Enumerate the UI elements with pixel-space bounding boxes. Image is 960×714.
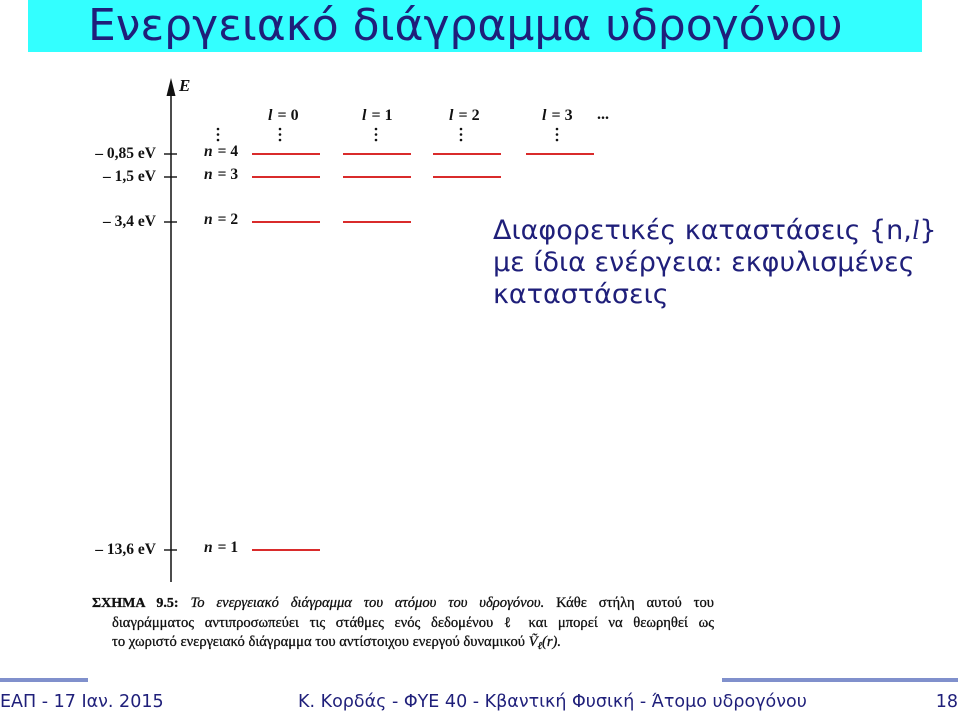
principal-quantum-number-label-n3 <box>204 165 238 185</box>
n-symbol: n <box>204 211 213 228</box>
n-symbol: n <box>204 143 213 160</box>
footer-bar-right <box>722 678 958 682</box>
n-symbol: n <box>204 539 213 556</box>
column-header-symbol: l <box>449 107 454 124</box>
note-quantum-number-l: l <box>911 215 920 245</box>
axis-label-energy: E <box>179 76 191 95</box>
formula-argument: (r). <box>541 634 562 650</box>
energy-label-n2: – 3,4 eV <box>103 213 156 230</box>
principal-quantum-number-label-n1 <box>204 538 238 558</box>
note-line-1-text: Διαφορετικές καταστάσεις {n, <box>493 215 912 246</box>
n-value: = 2 <box>217 211 239 228</box>
degeneracy-note <box>493 214 937 311</box>
column-header-l2 <box>449 107 480 125</box>
column-header-l3 <box>542 107 573 125</box>
formula-subscript: ℓ <box>537 640 542 652</box>
caption-italic-sentence: Το ενεργειακό διάγραμμα του ατόμου του υδρογόνου. <box>190 595 545 611</box>
column-header-value: = 0 <box>277 107 299 124</box>
energy-label-n3: – 1,5 eV <box>103 168 156 185</box>
n-symbol: n <box>204 166 213 183</box>
column-header-symbol: l <box>268 107 273 124</box>
column-header-l0 <box>268 107 299 125</box>
caption-line-1 <box>92 594 714 614</box>
n-value: = 1 <box>217 539 239 556</box>
slide-title: Ενεργειακό διάγραμμα υδρογόνου <box>88 0 843 51</box>
footer-date: ΕΑΠ - 17 Ιαν. 2015 <box>0 692 164 712</box>
caption-label: ΣΧΗΜΑ 9.5: <box>92 596 179 611</box>
note-line-2: με ίδια ενέργεια: εκφυλισμένες <box>493 247 915 278</box>
footer-bar-left <box>0 678 88 682</box>
principal-quantum-number-label-n4 <box>204 142 238 162</box>
n-value: = 4 <box>217 143 239 160</box>
column-header-symbol: l <box>542 107 547 124</box>
column-header-value: = 1 <box>371 107 393 124</box>
column-header-value: = 2 <box>458 107 480 124</box>
caption-line-3 <box>112 633 714 653</box>
formula-symbol: Ṽ <box>528 634 538 650</box>
footer-course-title: Κ. Κορδάς - ΦΥΕ 40 - Κβαντική Φυσική - Άτομο υδρογόνου <box>298 692 807 712</box>
energy-label-n4: – 0,85 eV <box>95 145 156 162</box>
column-header-l1 <box>362 107 393 125</box>
principal-quantum-number-label-n2 <box>204 210 238 230</box>
caption-line-1-rest: Κάθε στήλη αυτού του <box>556 595 715 611</box>
energy-label-n1: – 13,6 eV <box>95 541 156 558</box>
n-value: = 3 <box>217 166 239 183</box>
caption-line-2: διαγράμματος αντιπροσωπεύει τις στάθμες ενός δεδομένου ℓ και μπορεί να θεωρηθεί ως <box>112 614 714 631</box>
note-line-1 <box>493 214 937 247</box>
column-header-value: = 3 <box>551 107 573 124</box>
note-line-3: καταστάσεις <box>493 279 669 310</box>
effective-potential-formula <box>529 634 561 650</box>
figure-caption <box>92 594 714 653</box>
more-columns-ellipsis: ... <box>597 106 609 123</box>
note-line-1-brace: } <box>919 215 937 246</box>
caption-line-3-text: το χωριστό ενεργειακό διάγραμμα του αντίστοιχου ενεργού δυναμικού <box>112 634 526 650</box>
column-header-symbol: l <box>362 107 367 124</box>
footer-page-number: 18 <box>935 692 958 712</box>
